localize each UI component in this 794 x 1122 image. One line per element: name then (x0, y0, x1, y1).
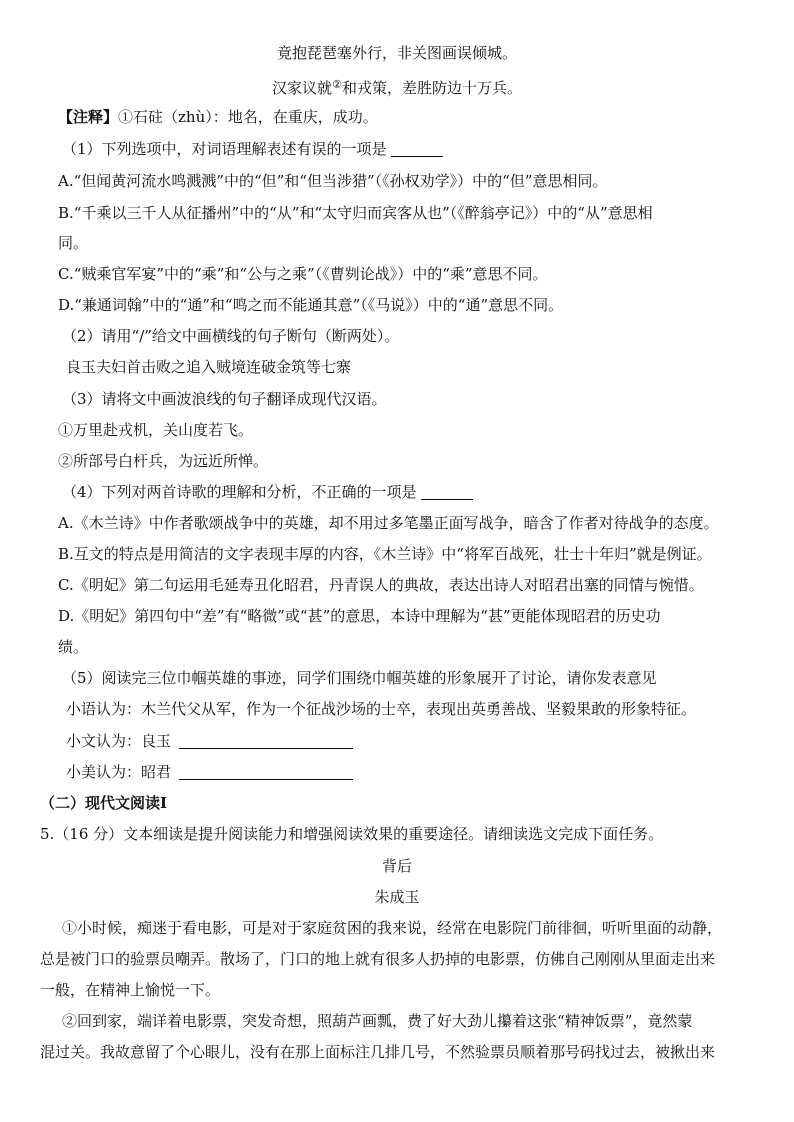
question-4-option-a: A.《木兰诗》中作者歌颂战争中的英雄，却不用过多笔墨正面写战争，暗含了作者对待战争的态度。 (58, 514, 719, 532)
annotation-note (58, 108, 758, 126)
poem-line-2-a: 汉家议就 (272, 79, 333, 97)
question-5-xiaowen (66, 732, 766, 750)
question-4-option-d-line-1: D.《明妃》第四句中“差”有“略微”或“甚”的意思，本诗中理解为“甚”更能体现昭君的历史功 (58, 607, 661, 625)
question-3-sentence-1-text: 万里赴戎机，关山度若飞。 (73, 421, 254, 439)
question-1-option-d: D.“兼通词翰”中的“通”和“鸣之而不能通其意”（《马说》）中的“通”意思不同。 (58, 296, 564, 314)
article-paragraph-1-line-3: 一般，在精神上愉悦一下。 (40, 981, 221, 999)
question-5-xiaoyu: 小语认为：木兰代父从军，作为一个征战沙场的士卒，表现出英勇善战、坚毅果敢的形象特征。 (66, 700, 697, 718)
question-5-xiaowen-text: 小文认为：良玉 (66, 732, 172, 750)
circle-marker-2: ② (58, 452, 74, 470)
article-p1-text-1: 小时候，痴迷于看电影，可是对于家庭贫困的我来说，经常在电影院门前徘徊，听听里面的动静， (77, 919, 723, 937)
section-title: （二）现代文阅读Ⅰ (40, 794, 168, 812)
question-1-option-c: C.“贼乘官军宴”中的“乘”和“公与之乘”（《曹刿论战》）中的“乘”意思不同。 (58, 265, 548, 283)
question-4-option-c: C.《明妃》第二句运用毛延寿丑化昭君，丹青误人的典故，表达出诗人对昭君出塞的同情与惋惜。 (58, 576, 704, 594)
question-2-sentence: 良玉夫妇首击败之追入贼境连破金筑等七寨 (66, 358, 352, 376)
task-5-instruction: 5.（16 分）文本细读是提升阅读能力和增强阅读效果的重要途径。请细读选文完成下面任务。 (40, 825, 664, 843)
poem-line-2 (0, 76, 794, 97)
question-1-option-b-line-1: B.“千乘以三千人从征播州”中的“从”和“太守归而宾客从也”（《醉翁亭记》）中的“从”意思相 (58, 204, 653, 222)
answer-blank-1 (391, 142, 443, 157)
answer-blank-4 (421, 485, 473, 500)
question-5-stem: （5）阅读完三位巾帼英雄的事迹，同学们围绕巾帼英雄的形象展开了讨论，请你发表意见 (62, 669, 657, 687)
circle-marker-p1: ① (62, 919, 78, 937)
question-3-sentence-1 (58, 421, 758, 439)
answer-line-xiaomei (179, 765, 353, 780)
question-3-sentence-2-text: 所部号白杆兵，为远近所惮。 (73, 452, 269, 470)
answer-line-xiaowen (179, 734, 353, 749)
question-4-option-b: B.互文的特点是用简洁的文字表现丰厚的内容，《木兰诗》中“将军百战死，壮士十年归”就是例证。 (58, 545, 712, 563)
article-paragraph-1-line-2: 总是被门口的验票员嘲弄。散场了，门口的地上就有很多人扔掉的电影票，仿佛自己刚刚从里面走出来 (40, 950, 716, 968)
question-5-xiaomei-text: 小美认为：昭君 (66, 763, 172, 781)
question-5-xiaomei (66, 763, 766, 781)
question-4-stem (62, 483, 762, 501)
article-p2-text-1: 回到家，端详着电影票，突发奇想，照葫芦画瓢，费了好大劲儿攥着这张“精神饭票”，竟然蒙 (77, 1012, 693, 1030)
circle-marker-1: ① (58, 421, 74, 439)
poem-line-2-b: 和戎策，差胜防边十万兵。 (341, 79, 522, 97)
question-4-text: （4）下列对两首诗歌的理解和分析，不正确的一项是 (62, 483, 417, 501)
question-2-stem: （2）请用“/”给文中画横线的句子断句（断两处）。 (62, 327, 400, 345)
article-paragraph-2-line-2: 混过关。我故意留了个心眼儿，没有在那上面标注几排几号，不然验票员顺着那号码找过去，被揪出来 (40, 1043, 716, 1061)
circle-marker-p2: ② (62, 1012, 78, 1030)
article-paragraph-2-line-1 (62, 1012, 762, 1030)
question-3-stem: （3）请将文中画波浪线的句子翻译成现代汉语。 (62, 390, 387, 408)
question-4-option-d-line-2: 绩。 (58, 638, 89, 656)
question-1-option-a: A.“但闻黄河流水鸣溅溅”中的“但”和“但当涉猎”（《孙权劝学》）中的“但”意思相同。 (58, 172, 608, 190)
question-3-sentence-2 (58, 452, 758, 470)
question-1-text: （1）下列选项中，对词语理解表述有误的一项是 (62, 140, 387, 158)
article-author: 朱成玉 (374, 888, 420, 906)
annotation-text: 石砫（zhù）：地名，在重庆，成功。 (133, 108, 378, 126)
article-title: 背后 (381, 857, 412, 875)
annotation-marker: ① (118, 108, 134, 126)
question-1-stem (62, 140, 762, 158)
note-marker-2: ② (332, 78, 342, 91)
poem-line-1: 竟抱琵琶塞外行，非关图画误倾城。 (276, 44, 517, 62)
article-paragraph-1-line-1 (62, 919, 762, 937)
question-1-option-b-line-2: 同。 (58, 234, 89, 252)
annotation-label: 【注释】 (58, 108, 119, 126)
